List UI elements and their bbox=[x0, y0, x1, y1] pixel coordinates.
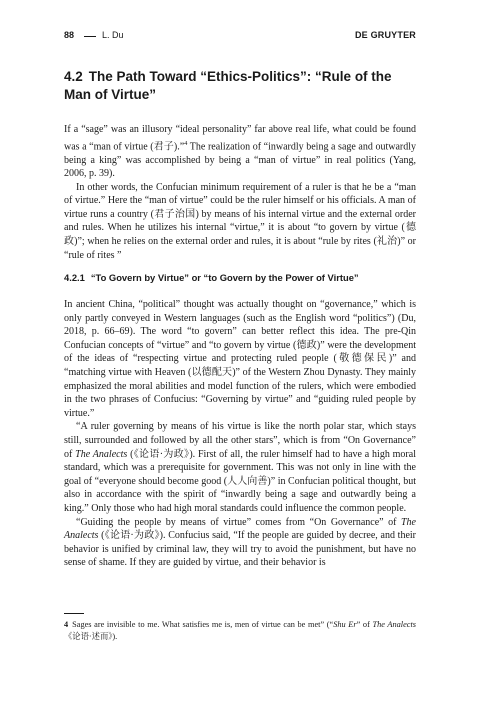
section-heading bbox=[64, 68, 416, 104]
text-run: 《论语·述而》). bbox=[64, 631, 118, 641]
running-author: L. Du bbox=[102, 30, 124, 40]
footnote-rule bbox=[64, 613, 84, 614]
paragraph bbox=[64, 123, 416, 181]
running-header bbox=[64, 30, 416, 44]
subsection-heading bbox=[64, 272, 416, 283]
intro-body bbox=[64, 123, 416, 262]
text-run: If a “sage” was an illusory “ideal personality” far above real life, what could be found was a “man of virtue (君子).” bbox=[64, 124, 416, 152]
paragraph bbox=[64, 516, 416, 570]
text-run: (《论语·为政》). First of all, the ruler himself had to have a high moral standard, which was a prerequisite for government. This was not only in line with the goal of “everyone should become good (人人向善)” in Confucian political thought, but also in accordance with the spirit of “inwardly being a sage and outwardly being a king.” Only those who had high moral standards could influence the common people. bbox=[64, 448, 416, 514]
italic-title: The Analects bbox=[372, 620, 416, 629]
subsection-number: 4.2.1 bbox=[64, 272, 85, 283]
text-run: “Guiding the people by means of virtue” comes from “On Governance” of bbox=[76, 516, 401, 528]
text-run: “A ruler governing by means of his virtue is like the north polar star, which stays still, surrounded and followed by all the other stars”, which is from “On Governance” of bbox=[64, 421, 416, 460]
footnote-ref: 4 bbox=[184, 139, 188, 147]
paragraph bbox=[64, 420, 416, 515]
paragraph: In other words, the Confucian minimum requirement of a ruler is that he be a “man of virtue.” Here the “man of virtue” could be the ruler himself or his officials. A man of virtue runs a country (君子治国) by means of his internal virtue and the external order and rules. When he utilizes his internal “virtue,” it is about “to govern by virtue (德政)”; when he relies on the external order and rules, it is about “rule by rites (礼治)” or “rule of rites ” bbox=[64, 181, 416, 261]
italic-title: The Analects bbox=[64, 516, 416, 542]
italic-title: Shu Er bbox=[333, 620, 357, 629]
paragraph: In ancient China, “political” thought was actually thought on “governance,” which is only partly conveyed in Western languages (such as the English word “politics”) (Du, 2018, p. 66–69). The word “to govern” can better reflect this idea. The pre-Qin Confucian concepts of “virtue” and “to govern by virtue (德政)” were the development of the ideas of “respecting virtue and protecting ruled people (敬德保民)” and “matching virtue with Heaven (以德配天)” of the Western Zhou Dynasty. They mainly emphasized the moral abilities and model function of the rulers, which were embodied in the two phrases of Confucius: “Governing by virtue” and “guiding ruled people by virtue.” bbox=[64, 299, 416, 419]
header-dash bbox=[84, 36, 96, 37]
italic-title: The Analects bbox=[75, 448, 128, 460]
subsection-body bbox=[64, 298, 416, 570]
footnote-number: 4 bbox=[64, 620, 69, 629]
text-run: ” of bbox=[356, 620, 373, 629]
publisher-mark: DE GRUYTER bbox=[354, 30, 416, 40]
footnote bbox=[64, 619, 416, 642]
section-title: The Path Toward “Ethics-Politics”: “Rule of the Man of Virtue” bbox=[64, 69, 392, 102]
text-run: The realization of “inwardly being a sage and outwardly being a king” was accomplished by being a “man of virtue” in real politics (Yang, 2006, p. 39). bbox=[64, 140, 416, 180]
text-run: Sages are invisible to me. What satisfies me is, men of virtue can be met” (“ bbox=[72, 620, 334, 629]
page-number: 88 bbox=[64, 30, 75, 40]
section-number: 4.2 bbox=[64, 69, 83, 84]
text-run: (《论语·为政》). Confucius said, “If the people are guided by decree, and their behavior is unified by criminal law, they will try to avoid the punishment, but have no sense of shame. If they are guided by virtue, and their behavior is bbox=[64, 530, 416, 569]
subsection-title: “To Govern by Virtue” or “to Govern by the Power of Virtue” bbox=[90, 272, 359, 283]
